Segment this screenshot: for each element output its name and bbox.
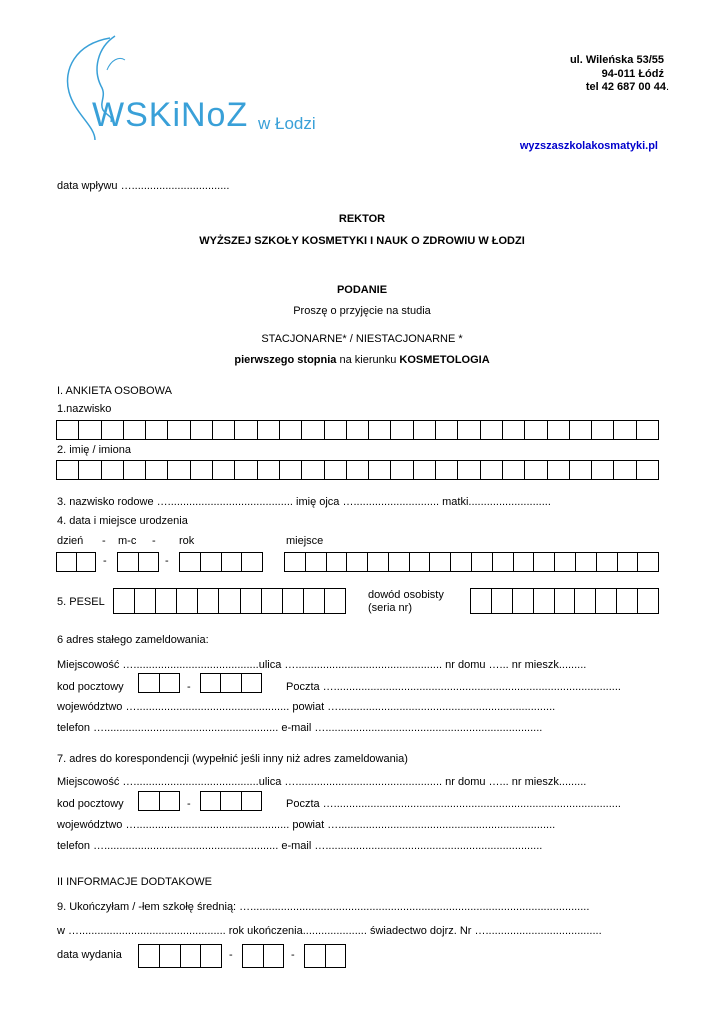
- residence-postal-label: kod pocztowy: [57, 681, 124, 693]
- char-box[interactable]: [235, 461, 257, 479]
- char-box[interactable]: [201, 553, 222, 571]
- address-phone-dot: .: [665, 81, 669, 93]
- char-box[interactable]: [241, 589, 262, 613]
- char-box[interactable]: [410, 553, 431, 571]
- char-box[interactable]: [458, 421, 480, 439]
- day-boxes[interactable]: [56, 552, 96, 572]
- mailing-poczta-line: Poczta …..............................................................................................: [286, 798, 621, 810]
- residence-postal-boxes-1[interactable]: [138, 673, 180, 693]
- char-box[interactable]: [280, 461, 302, 479]
- char-box[interactable]: [146, 421, 168, 439]
- char-box[interactable]: [242, 792, 261, 810]
- char-box[interactable]: [168, 421, 190, 439]
- heading-school: WYŻSZEJ SZKOŁY KOSMETYKI I NAUK O ZDROWIU W ŁODZI: [199, 235, 525, 247]
- char-box[interactable]: [570, 461, 592, 479]
- issue-year-boxes[interactable]: [304, 944, 346, 968]
- char-box[interactable]: [285, 553, 306, 571]
- mailing-title: 7. adres do korespondencji (wypełnić jeśli inny niż adres zameldowania): [57, 753, 408, 765]
- char-box[interactable]: [618, 553, 639, 571]
- char-box[interactable]: [156, 589, 177, 613]
- char-box[interactable]: [430, 553, 451, 571]
- char-box[interactable]: [177, 589, 198, 613]
- residence-postal-boxes-2[interactable]: [200, 673, 262, 693]
- char-box[interactable]: [222, 553, 243, 571]
- char-box[interactable]: [513, 589, 534, 613]
- school-details-line: w …................................................ rok ukończenia..................... świadectwo dojrz. Nr …......................................: [57, 925, 602, 937]
- char-box[interactable]: [201, 674, 221, 692]
- char-box[interactable]: [213, 421, 235, 439]
- char-box[interactable]: [369, 461, 391, 479]
- names-label: 2. imię / imiona: [57, 444, 131, 456]
- char-box[interactable]: [548, 461, 570, 479]
- char-box[interactable]: [576, 553, 597, 571]
- char-box[interactable]: [637, 461, 658, 479]
- char-box[interactable]: [264, 945, 284, 967]
- char-box[interactable]: [389, 553, 410, 571]
- pesel-label: 5. PESEL: [57, 596, 105, 608]
- char-box[interactable]: [198, 589, 219, 613]
- char-box[interactable]: [160, 674, 180, 692]
- char-box[interactable]: [201, 792, 221, 810]
- char-box[interactable]: [368, 553, 389, 571]
- char-box[interactable]: [102, 461, 124, 479]
- char-box[interactable]: [596, 589, 617, 613]
- address-phone: tel 42 687 00 44: [585, 81, 666, 93]
- names-boxes[interactable]: [56, 460, 659, 480]
- char-box[interactable]: [614, 421, 636, 439]
- address-phone-row: [586, 81, 669, 93]
- char-box[interactable]: [503, 461, 525, 479]
- char-box[interactable]: [451, 553, 472, 571]
- char-box[interactable]: [262, 589, 283, 613]
- mailing-phone-line: telefon …......................................................... e-mail ….......................................................................: [57, 840, 543, 852]
- birth-label: 4. data i miejsce urodzenia: [57, 515, 188, 527]
- char-box[interactable]: [592, 461, 614, 479]
- issue-day-boxes[interactable]: [138, 944, 222, 968]
- char-box[interactable]: [503, 421, 525, 439]
- char-box[interactable]: [525, 421, 547, 439]
- char-box[interactable]: [637, 421, 658, 439]
- char-box[interactable]: [160, 792, 180, 810]
- month-label: m-c: [118, 535, 137, 547]
- char-box[interactable]: [638, 589, 658, 613]
- char-box[interactable]: [242, 674, 261, 692]
- char-box[interactable]: [114, 589, 135, 613]
- char-box[interactable]: [235, 421, 257, 439]
- char-box[interactable]: [306, 553, 327, 571]
- degree-field: KOSMETOLOGIA: [399, 354, 490, 366]
- id-card-label: dowód osobisty: [368, 589, 444, 601]
- dash: -: [291, 949, 295, 961]
- day-label: dzień: [57, 535, 84, 547]
- mailing-voivodeship-line: województwo ….................................................. powiat ….......................................................................: [57, 819, 556, 831]
- char-box[interactable]: [242, 553, 262, 571]
- char-box[interactable]: [135, 589, 156, 613]
- year-boxes[interactable]: [179, 552, 263, 572]
- char-box[interactable]: [77, 553, 96, 571]
- char-box[interactable]: [139, 792, 160, 810]
- school-line: 9. Ukończyłam / -łem szkołę średnią: …...............................................................................................................: [57, 901, 590, 913]
- surname-boxes[interactable]: [56, 420, 659, 440]
- char-box[interactable]: [124, 461, 146, 479]
- char-box[interactable]: [391, 461, 413, 479]
- char-box[interactable]: [168, 461, 190, 479]
- char-box[interactable]: [369, 421, 391, 439]
- char-box[interactable]: [139, 945, 160, 967]
- char-box[interactable]: [304, 589, 325, 613]
- char-box[interactable]: [458, 461, 480, 479]
- char-box[interactable]: [614, 461, 636, 479]
- char-box[interactable]: [436, 421, 458, 439]
- address-city: 94-011 Łódź: [601, 68, 664, 80]
- char-box[interactable]: [472, 553, 493, 571]
- section-additional-title: II INFORMACJE DODTAKOWE: [57, 876, 213, 888]
- section-personal-title: I. ANKIETA OSOBOWA: [57, 385, 172, 397]
- dash: -: [152, 535, 156, 547]
- char-box[interactable]: [102, 421, 124, 439]
- char-box[interactable]: [347, 461, 369, 479]
- char-box[interactable]: [617, 589, 638, 613]
- char-box[interactable]: [302, 421, 324, 439]
- residence-poczta-line: Poczta …..............................................................................................: [286, 681, 621, 693]
- mailing-postal-boxes-2[interactable]: [200, 791, 262, 811]
- char-box[interactable]: [79, 461, 101, 479]
- char-box[interactable]: [548, 421, 570, 439]
- char-box[interactable]: [481, 421, 503, 439]
- id-card-boxes[interactable]: [470, 588, 659, 614]
- char-box[interactable]: [555, 553, 576, 571]
- char-box[interactable]: [325, 421, 347, 439]
- logo-suffix: w Łodzi: [258, 114, 316, 133]
- dash: -: [187, 798, 191, 810]
- char-box[interactable]: [570, 421, 592, 439]
- char-box[interactable]: [391, 421, 413, 439]
- char-box[interactable]: [534, 589, 555, 613]
- char-box[interactable]: [534, 553, 555, 571]
- char-box[interactable]: [481, 461, 503, 479]
- char-box[interactable]: [57, 421, 79, 439]
- char-box[interactable]: [280, 421, 302, 439]
- char-box[interactable]: [436, 461, 458, 479]
- logo-brand: WSKiNoZ: [92, 96, 249, 134]
- mailing-postal-label: kod pocztowy: [57, 798, 124, 810]
- mailing-city-line: Miejscowość ….........................................ulica …................................................ nr domu …... nr mieszk.........: [57, 776, 587, 788]
- char-box[interactable]: [414, 421, 436, 439]
- dash: -: [165, 555, 169, 567]
- degree-line: [0, 354, 724, 366]
- issue-date-label: data wydania: [57, 949, 122, 961]
- residence-voivodeship-line: województwo ….................................................. powiat ….......................................................................: [57, 701, 556, 713]
- residence-title: 6 adres stałego zameldowania:: [57, 634, 209, 646]
- char-box[interactable]: [181, 945, 202, 967]
- char-box[interactable]: [575, 589, 596, 613]
- dash: -: [103, 555, 107, 567]
- char-box[interactable]: [492, 589, 513, 613]
- dash: -: [102, 535, 106, 547]
- char-box[interactable]: [471, 589, 492, 613]
- mailing-postal-boxes-1[interactable]: [138, 791, 180, 811]
- char-box[interactable]: [597, 553, 618, 571]
- address-street: ul. Wileńska 53/55: [569, 54, 664, 66]
- podanie-request: Proszę o przyjęcie na studia: [293, 305, 431, 317]
- place-label: miejsce: [286, 535, 324, 547]
- heading-rector: REKTOR: [338, 213, 386, 225]
- intake-date: data wpływu …................................: [57, 180, 230, 192]
- residence-phone-line: telefon …......................................................... e-mail ….......................................................................: [57, 722, 543, 734]
- char-box[interactable]: [327, 553, 348, 571]
- char-box[interactable]: [160, 945, 181, 967]
- study-mode: STACJONARNE* / NIESTACJONARNE *: [261, 333, 463, 345]
- char-box[interactable]: [326, 945, 346, 967]
- degree-mid: na kierunku: [336, 354, 400, 366]
- year-label: rok: [179, 535, 195, 547]
- char-box[interactable]: [118, 553, 139, 571]
- char-box[interactable]: [139, 553, 159, 571]
- char-box[interactable]: [219, 589, 240, 613]
- place-boxes[interactable]: [284, 552, 659, 572]
- char-box[interactable]: [347, 421, 369, 439]
- family-names-line: 3. nazwisko rodowe …......................................... imię ojca …............................ matki...........................: [57, 496, 551, 508]
- char-box[interactable]: [124, 421, 146, 439]
- char-box[interactable]: [191, 461, 213, 479]
- char-box[interactable]: [79, 421, 101, 439]
- pesel-boxes[interactable]: [113, 588, 346, 614]
- char-box[interactable]: [243, 945, 264, 967]
- char-box[interactable]: [146, 461, 168, 479]
- char-box[interactable]: [592, 421, 614, 439]
- char-box[interactable]: [493, 553, 514, 571]
- degree-level: pierwszego stopnia: [234, 354, 337, 366]
- char-box[interactable]: [638, 553, 658, 571]
- char-box[interactable]: [201, 945, 221, 967]
- char-box[interactable]: [57, 461, 79, 479]
- id-card-sub-label: (seria nr): [368, 602, 413, 614]
- char-box[interactable]: [302, 461, 324, 479]
- char-box[interactable]: [325, 589, 345, 613]
- month-boxes[interactable]: [117, 552, 159, 572]
- char-box[interactable]: [305, 945, 326, 967]
- char-box[interactable]: [555, 589, 576, 613]
- residence-city-line: Miejscowość ….........................................ulica …................................................ nr domu …... nr mieszk.........: [57, 659, 587, 671]
- char-box[interactable]: [414, 461, 436, 479]
- char-box[interactable]: [139, 674, 160, 692]
- dash: -: [229, 949, 233, 961]
- char-box[interactable]: [514, 553, 535, 571]
- char-box[interactable]: [258, 461, 280, 479]
- issue-month-boxes[interactable]: [242, 944, 284, 968]
- char-box[interactable]: [191, 421, 213, 439]
- podanie-title: PODANIE: [336, 284, 388, 296]
- char-box[interactable]: [258, 421, 280, 439]
- char-box[interactable]: [283, 589, 304, 613]
- surname-label: 1.nazwisko: [57, 403, 112, 415]
- char-box[interactable]: [525, 461, 547, 479]
- website-link[interactable]: wyzszaszkolakosmatyki.pl: [519, 140, 658, 152]
- char-box[interactable]: [221, 792, 241, 810]
- char-box[interactable]: [325, 461, 347, 479]
- char-box[interactable]: [221, 674, 241, 692]
- char-box[interactable]: [180, 553, 201, 571]
- char-box[interactable]: [57, 553, 77, 571]
- char-box[interactable]: [347, 553, 368, 571]
- dash: -: [187, 681, 191, 693]
- char-box[interactable]: [213, 461, 235, 479]
